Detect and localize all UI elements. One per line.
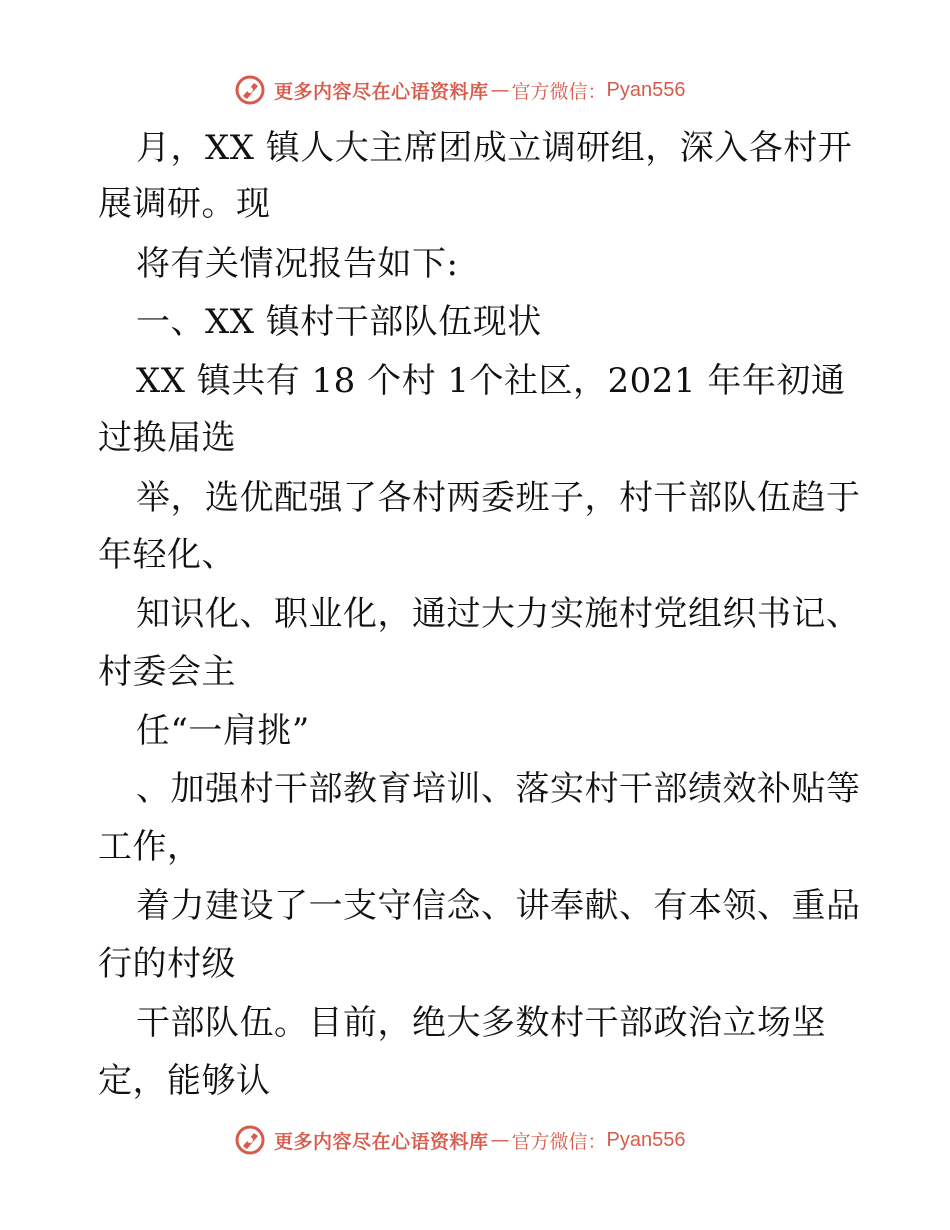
section-heading: 一、XX 镇村干部队伍现状 (136, 302, 542, 342)
body-line: 将有关情况报告如下: (136, 244, 459, 284)
footer-watermark (234, 1120, 686, 1160)
pen-seal-icon (234, 1124, 266, 1156)
body-line: 过换届选 (98, 418, 236, 458)
body-line: 、加强村干部教育培训、落实村干部绩效补贴等 (136, 769, 861, 809)
watermark-label: 官方微信： (511, 80, 607, 103)
body-line: 定，能够认 (98, 1061, 271, 1101)
watermark-label: 官方微信： (511, 1130, 607, 1153)
watermark-text: 更多内容尽在心语资料库 (274, 1130, 489, 1153)
body-line: 展调研。现 (98, 184, 271, 224)
body-line: 举，选优配强了各村两委班子，村干部队伍趋于 (136, 478, 861, 518)
watermark-id: Pyan556 (606, 78, 686, 101)
body-line: 干部队伍。目前，绝大多数村干部政治立场坚 (136, 1003, 826, 1043)
body-line: 月，XX 镇人大主席团成立调研组，深入各村开 (136, 128, 853, 168)
watermark-dash: — (490, 1129, 510, 1151)
watermark-text: 更多内容尽在心语资料库 (274, 80, 489, 103)
body-line: 工作， (98, 827, 202, 867)
pen-seal-icon (234, 74, 266, 106)
header-watermark (234, 70, 686, 110)
body-line: XX 镇共有 18 个村 1个社区，2021 年年初通 (136, 361, 846, 401)
watermark-id: Pyan556 (606, 1128, 686, 1151)
body-line: 村委会主 (98, 652, 236, 692)
watermark-dash: — (490, 79, 510, 101)
body-line: 行的村级 (98, 944, 236, 984)
body-line: 任“一肩挑” (136, 711, 310, 751)
body-line: 着力建设了一支守信念、讲奉献、有本领、重品 (136, 886, 861, 926)
body-line: 年轻化、 (98, 535, 236, 575)
body-line: 知识化、职业化，通过大力实施村党组织书记、 (136, 594, 861, 634)
